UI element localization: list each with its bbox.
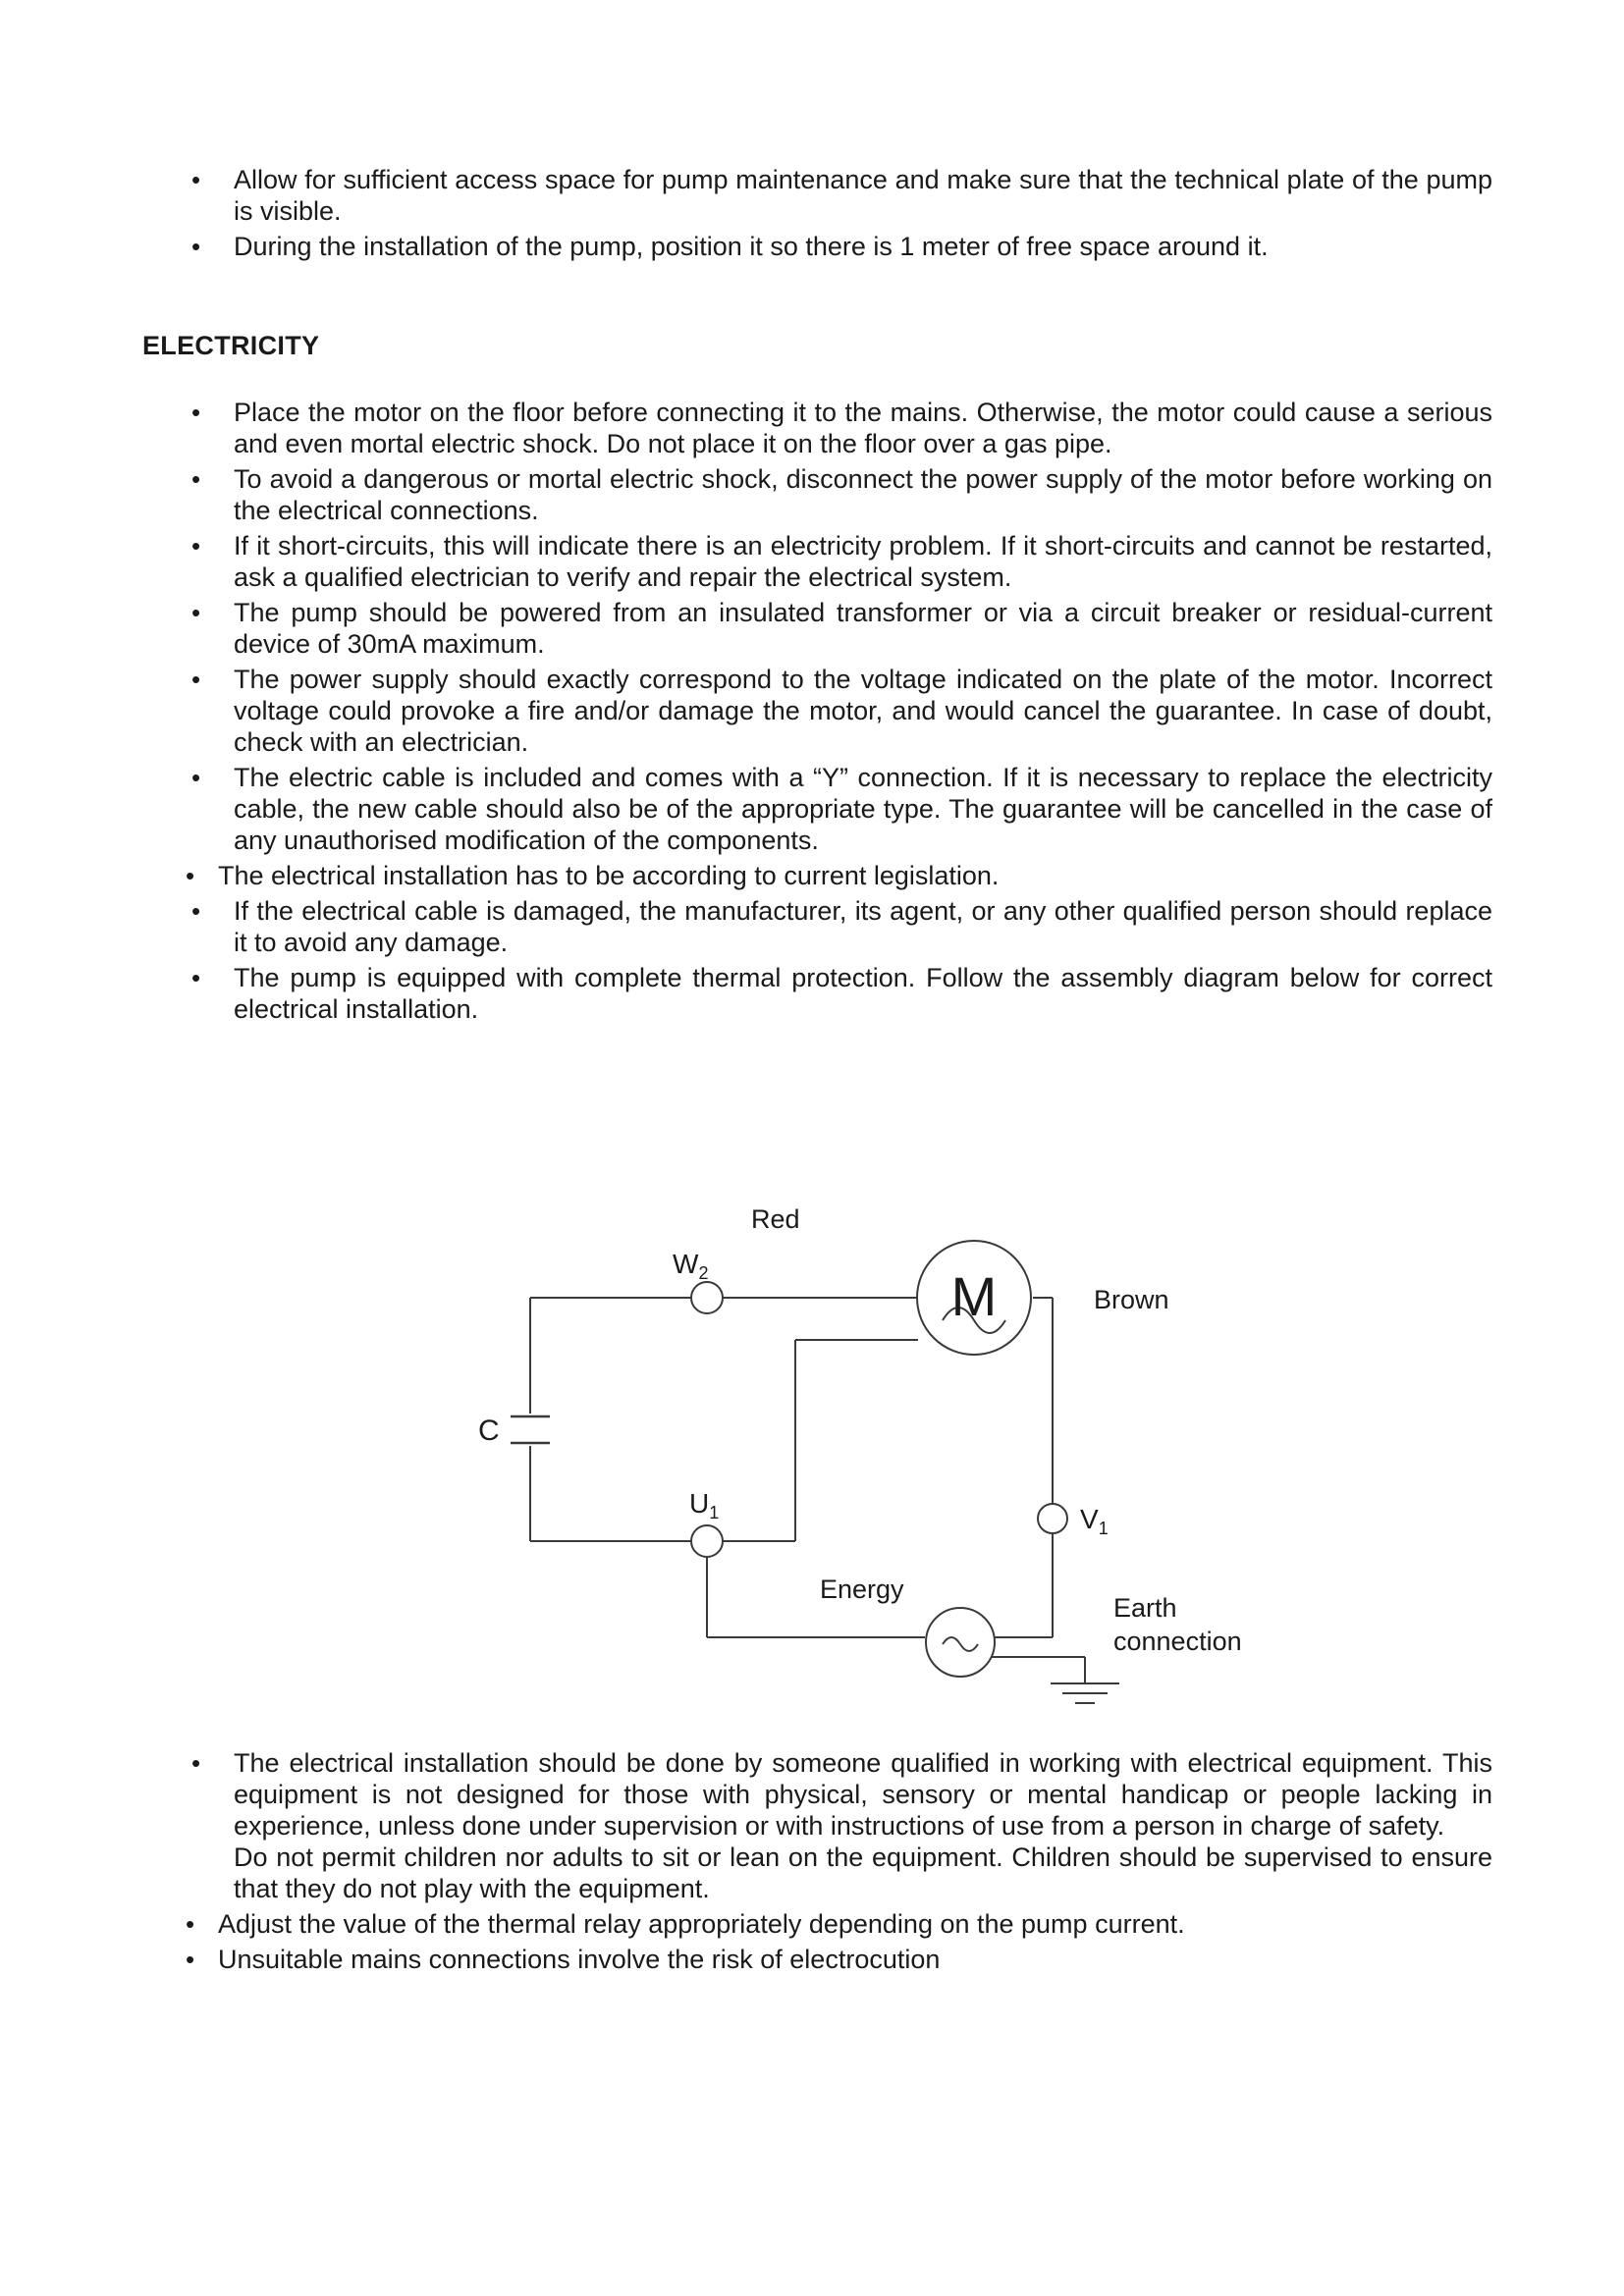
bullet-icon: • xyxy=(191,896,201,926)
bullet-icon: • xyxy=(191,1748,201,1778)
safety-bullet-list xyxy=(186,1747,1492,1979)
wiring-diagram xyxy=(412,1173,1296,1742)
capacitor-label: C xyxy=(478,1415,500,1447)
bullet-icon: • xyxy=(191,165,201,194)
list-item: • Allow for sufficient access space for pump maintenance and make sure that the technical plate of the pump is visible. xyxy=(191,165,1492,226)
bullet-icon: • xyxy=(191,598,201,627)
list-item: • If the electrical cable is damaged, the manufacturer, its agent, or any other qualified person should replace it to avoid any damage. xyxy=(191,896,1492,957)
bullet-icon: • xyxy=(191,531,201,561)
energy-label: Energy xyxy=(820,1575,904,1604)
motor-label: M xyxy=(950,1265,998,1327)
list-item: • To avoid a dangerous or mortal electric shock, disconnect the power supply of the motor before working on the electrical connections. xyxy=(191,464,1492,525)
list-item: • If it short-circuits, this will indicate there is an electricity problem. If it short-circuits and cannot be restarted, ask a qualified electrician to verify and repair the electrical system. xyxy=(191,531,1492,592)
bullet-icon: • xyxy=(191,963,201,992)
bullet-icon: • xyxy=(186,861,195,890)
terminal-w2-icon xyxy=(691,1282,723,1313)
bullet-icon: • xyxy=(191,232,201,261)
v1-label: $V_1$ xyxy=(1080,1504,1109,1538)
list-item: • During the installation of the pump, position it so there is 1 meter of free space around it. xyxy=(191,232,1269,261)
u1-label: $U_1$ xyxy=(689,1488,720,1522)
list-item: • The electrical installation should be done by someone qualified in working with electrical equipment. This equipment is not designed for those with physical, sensory or mental handicap or people lacking in experience, unless done under supervision or with instructions of use from a person in charge of safety. Do not permit children nor adults to sit or lean on the equipment. Children should be supervised to ensure that they do not play with the equipment. xyxy=(191,1748,1492,1903)
red-label: Red xyxy=(751,1204,800,1234)
terminal-u1-icon xyxy=(691,1525,723,1557)
connection-label: connection xyxy=(1113,1627,1242,1656)
earth-label: Earth xyxy=(1113,1593,1177,1623)
list-item: • Place the motor on the floor before connecting it to the mains. Otherwise, the motor could cause a serious and even mortal electric shock. Do not place it on the floor over a gas pipe. xyxy=(191,398,1492,458)
bullet-icon: • xyxy=(191,398,201,427)
bullet-icon: • xyxy=(186,1945,195,1974)
ground-icon xyxy=(1051,1683,1119,1703)
list-item: • The electrical installation has to be according to current legislation. xyxy=(186,861,1000,890)
section-heading: ELECTRICITY xyxy=(142,331,320,360)
diagram-wires xyxy=(530,1298,1085,1683)
installation-bullet-list xyxy=(191,164,1492,266)
list-item: • The power supply should exactly correspond to the voltage indicated on the plate of the motor. Incorrect voltage could provoke a fire and/or damage the motor, and would cancel the guarantee. In case of doubt, check with an electrician. xyxy=(191,665,1492,757)
bullet-icon: • xyxy=(191,665,201,694)
electricity-bullet-list xyxy=(186,397,1492,1029)
list-item: • The electric cable is included and comes with a “Y” connection. If it is necessary to replace the electricity cable, the new cable should also be of the appropriate type. The guarantee will be cancelled in the case of any unauthorised modification of the components. xyxy=(191,763,1492,855)
brown-label: Brown xyxy=(1094,1285,1169,1314)
list-item: • Unsuitable mains connections involve the risk of electrocution xyxy=(186,1945,941,1974)
terminal-v1-icon xyxy=(1038,1504,1067,1533)
capacitor-icon xyxy=(511,1416,550,1443)
bullet-icon: • xyxy=(186,1909,195,1939)
energy-source-icon xyxy=(926,1608,995,1677)
list-item: • Adjust the value of the thermal relay appropriately depending on the pump current. xyxy=(186,1909,1185,1939)
list-item: • The pump is equipped with complete thermal protection. Follow the assembly diagram below for correct electrical installation. xyxy=(191,963,1492,1024)
w2-label: $W_2$ xyxy=(673,1249,709,1283)
bullet-icon: • xyxy=(191,763,201,792)
bullet-icon: • xyxy=(191,464,201,494)
list-item: • The pump should be powered from an insulated transformer or via a circuit breaker or residual-current device of 30mA maximum. xyxy=(191,598,1492,659)
